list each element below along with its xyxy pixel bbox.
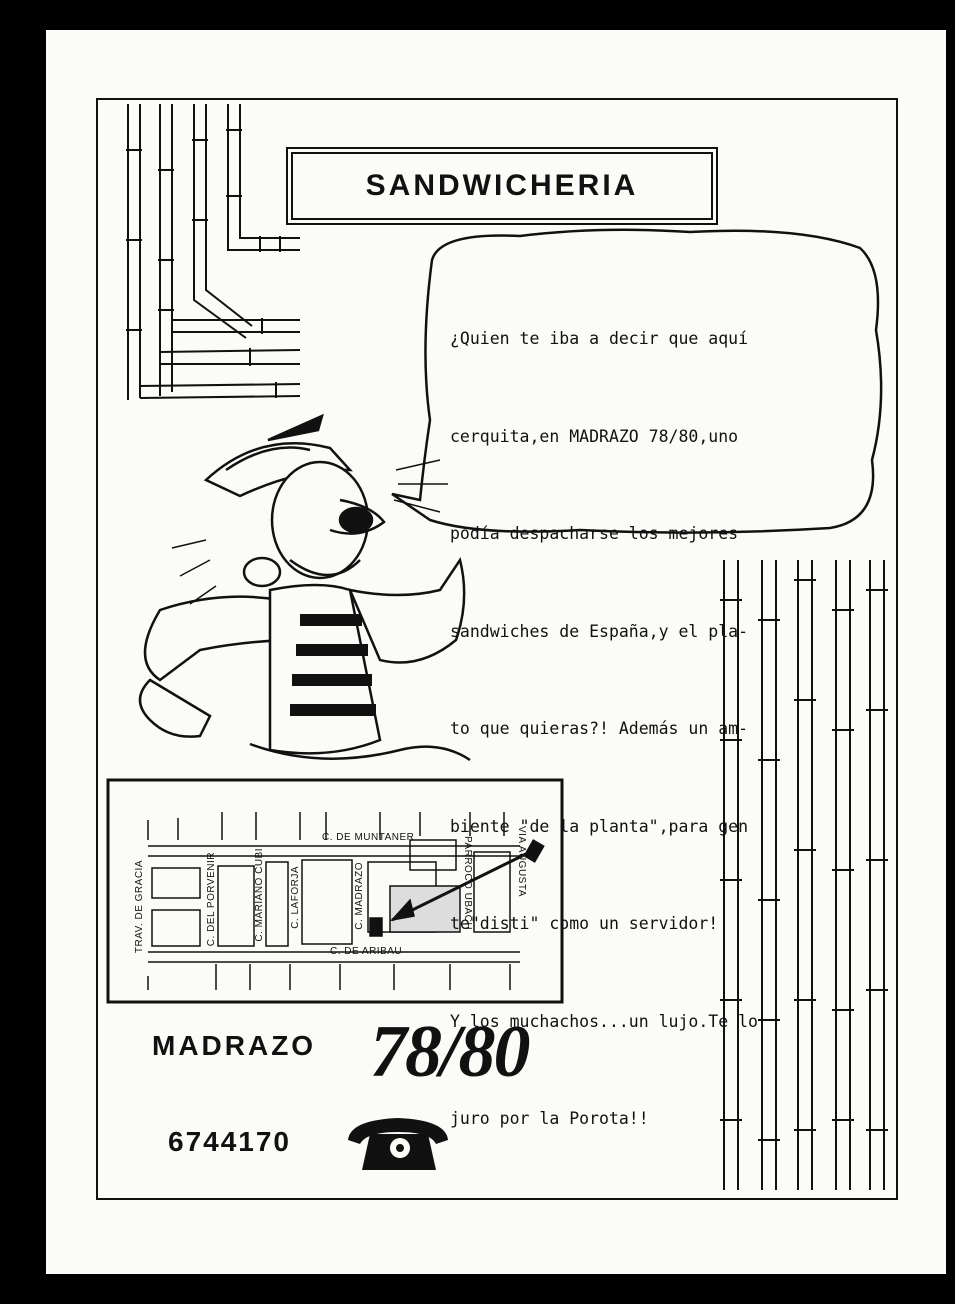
cartoon-character-illustration	[140, 416, 470, 760]
street-label-laforja: C. LAFORJA	[290, 866, 301, 929]
address-number: 78/80	[370, 1011, 529, 1093]
bubble-line: sandwiches de España,y el pla-	[450, 621, 749, 641]
street-label-mariano-cubi: C. MARIANO CUBI	[254, 848, 265, 942]
bubble-line: juro por la Porota!!	[450, 1109, 649, 1128]
street-label-porvenir: C. DEL PORVENIR	[206, 852, 217, 947]
street-label-muntaner: C. DE MUNTANER	[322, 832, 415, 843]
title-box	[291, 152, 713, 220]
address-street: MADRAZO	[152, 1030, 317, 1061]
street-label-parroco-ubach: PARROCO UBACH	[462, 836, 473, 931]
bubble-line: podía despacharse los mejores	[450, 524, 739, 543]
speech-bubble-text	[450, 258, 860, 1168]
bubble-line: ¿Quien te iba a decir que aquí	[450, 329, 749, 348]
street-label-madrazo: C. MADRAZO	[354, 862, 365, 930]
street-label-trav-gracia: TRAV. DE GRACIA	[134, 860, 145, 954]
street-label-via-augusta: VIA AUGUSTA	[516, 826, 527, 897]
bubble-line: biente "de la planta",para gen	[450, 816, 749, 836]
street-label-aribau: C. DE ARIBAU	[330, 946, 403, 957]
bubble-line: Y los muchachos...un lujo.Te lo	[450, 1011, 758, 1031]
page-title: SANDWICHERIA	[365, 169, 639, 202]
bubble-line: to que quieras?! Además un am-	[450, 719, 749, 738]
telephone-icon	[348, 1118, 448, 1170]
bubble-line: te"disti" como un servidor!	[450, 914, 719, 933]
bubble-line: cerquita,en MADRAZO 78/80,uno	[450, 426, 739, 446]
phone-number: 6744170	[168, 1126, 292, 1157]
bamboo-top-left-illustration	[126, 104, 300, 400]
